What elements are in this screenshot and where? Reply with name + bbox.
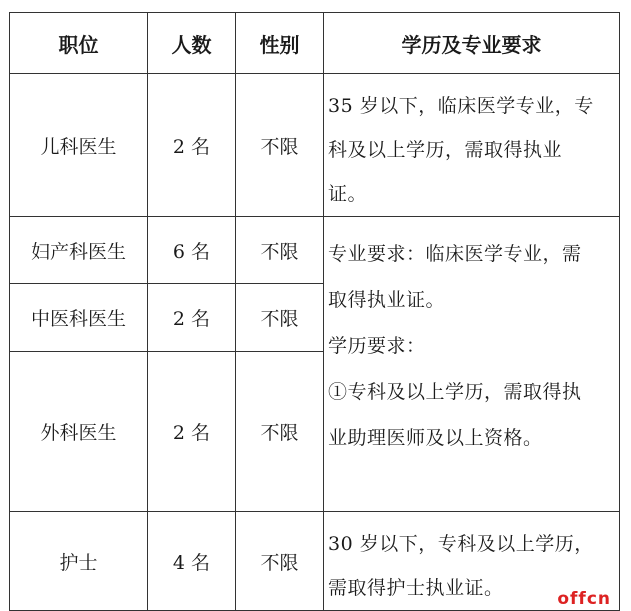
requirement-line: 证。 [328, 183, 368, 205]
requirement-line: 取得执业证。 [328, 289, 446, 311]
requirement-line: 业助理医师及以上资格。 [328, 427, 543, 449]
position-cell: 外科医生 [10, 352, 148, 512]
count-cell: 2 名 [148, 352, 236, 512]
count-cell: 2 名 [148, 74, 236, 217]
gender-cell: 不限 [236, 512, 324, 611]
table-row [10, 217, 620, 284]
requirement-line: 学历要求： [328, 335, 426, 357]
requirement-line: 专业要求：临床医学专业，需 [328, 243, 582, 265]
header-position: 职位 [10, 13, 148, 74]
header-gender: 性别 [236, 13, 324, 74]
position-cell: 中医科医生 [10, 284, 148, 352]
watermark: offcn [557, 589, 611, 609]
position-cell: 护士 [10, 512, 148, 611]
gender-cell: 不限 [236, 217, 324, 284]
position-cell: 妇产科医生 [10, 217, 148, 284]
requirement-line: 30 岁以下，专科及以上学历， [328, 533, 594, 555]
shared-requirements-cell [324, 217, 620, 512]
gender-cell: 不限 [236, 352, 324, 512]
count-cell: 2 名 [148, 284, 236, 352]
recruitment-table [9, 12, 620, 611]
requirement-line: 科及以上学历，需取得执业 [328, 139, 563, 161]
requirements-cell [324, 74, 620, 217]
requirement-line: 需取得护士执业证。 [328, 577, 504, 599]
requirement-line: 35 岁以下，临床医学专业，专 [328, 95, 594, 117]
gender-cell: 不限 [236, 74, 324, 217]
count-cell: 6 名 [148, 217, 236, 284]
table-row [10, 74, 620, 217]
header-count: 人数 [148, 13, 236, 74]
gender-cell: 不限 [236, 284, 324, 352]
table-row [10, 512, 620, 611]
header-row [10, 13, 620, 74]
count-cell: 4 名 [148, 512, 236, 611]
header-requirements: 学历及专业要求 [324, 13, 620, 74]
position-cell: 儿科医生 [10, 74, 148, 217]
requirement-line: ①专科及以上学历，需取得执 [328, 381, 582, 403]
